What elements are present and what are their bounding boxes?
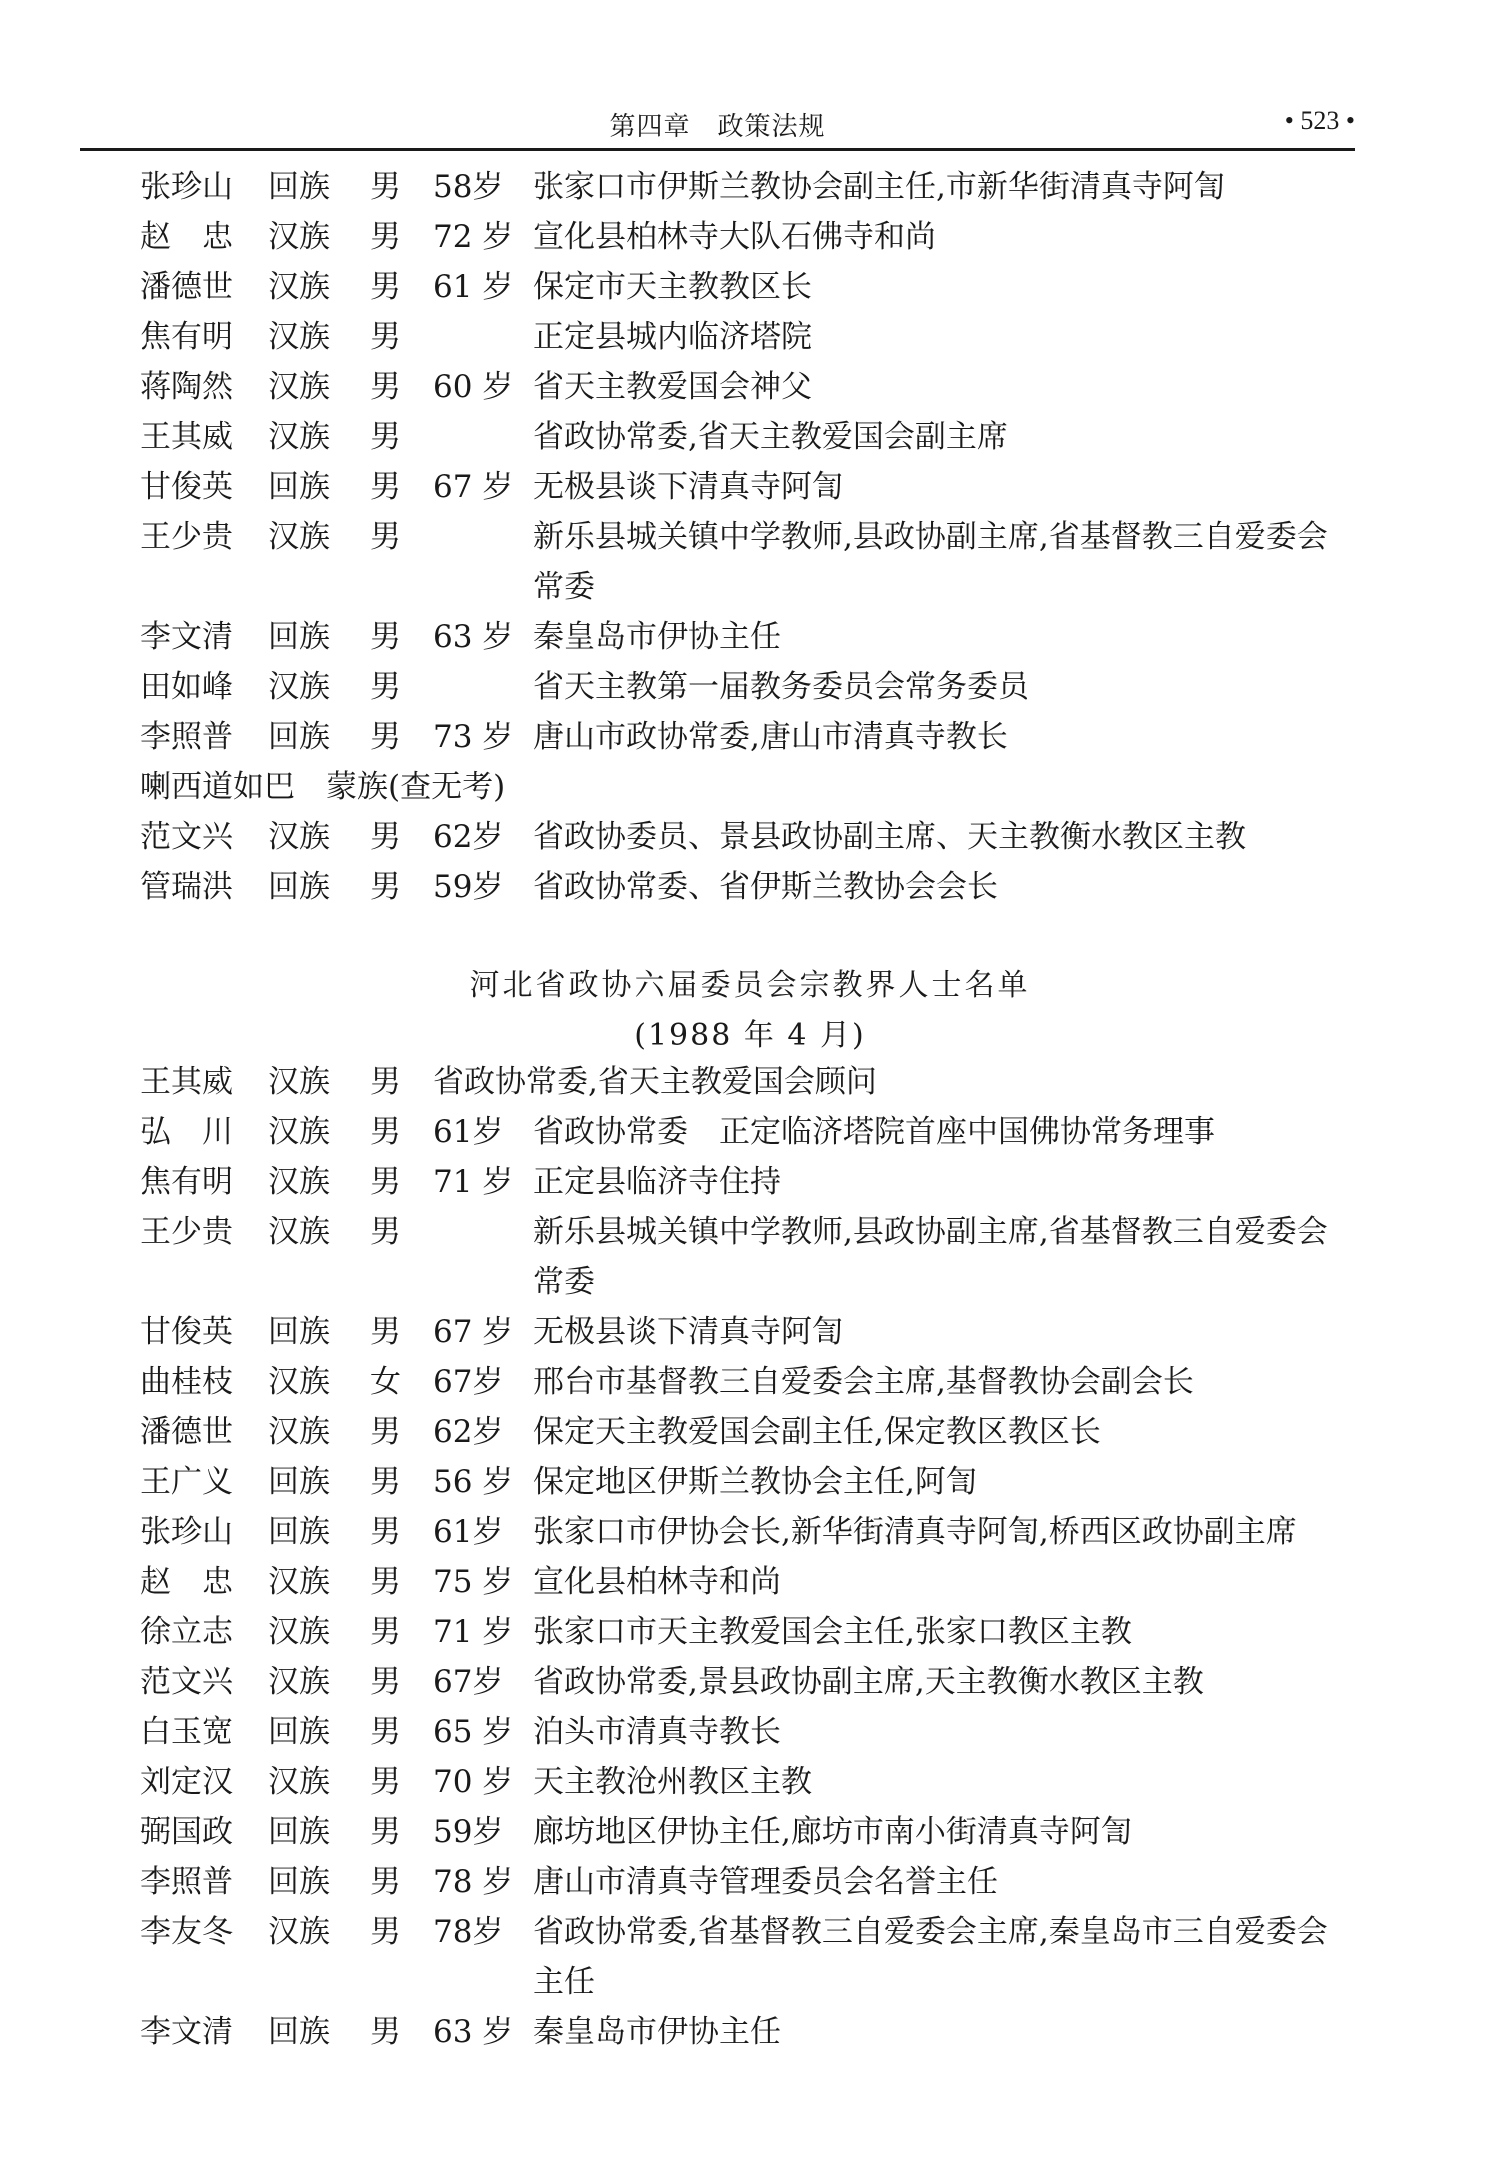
list-item [140, 312, 1420, 362]
person-name: 王少贵 [140, 519, 233, 555]
person-name: 王广义 [140, 1464, 233, 1500]
person-description: 省天主教爱国会神父 [533, 369, 812, 405]
person-ethnicity: 回族 [268, 1714, 330, 1750]
person-description: 省政协委员、景县政协副主席、天主教衡水教区主教 [533, 819, 1246, 855]
person-sex: 男 [370, 1064, 401, 1100]
person-ethnicity: 汉族 [268, 1414, 330, 1450]
person-sex: 男 [370, 1814, 401, 1850]
person-age: 72 岁 [433, 219, 514, 255]
person-name: 管瑞洪 [140, 869, 233, 905]
person-name: 蒋陶然 [140, 369, 233, 405]
member-list-1 [140, 162, 1420, 912]
person-name: 李文清 [140, 619, 233, 655]
person-name: 王其威 [140, 419, 233, 455]
list-item [140, 1207, 1420, 1307]
person-ethnicity: 汉族 [268, 669, 330, 705]
person-sex: 男 [370, 819, 401, 855]
person-description: 省政协常委,省基督教三自爱委会主席,秦皇岛市三自爱委会主任 [533, 1914, 1328, 2000]
list-item [140, 462, 1420, 512]
person-age: 61岁 [433, 1114, 504, 1150]
list-item [140, 1557, 1420, 1607]
person-sex: 男 [370, 519, 401, 555]
person-name: 李照普 [140, 1864, 233, 1900]
person-ethnicity: 汉族 [268, 1064, 330, 1100]
list-item [140, 1657, 1420, 1707]
person-name: 曲桂枝 [140, 1364, 233, 1400]
person-description: 张家口市伊斯兰教协会副主任,市新华街清真寺阿訇 [533, 169, 1225, 205]
list-item [140, 362, 1420, 412]
list-item [140, 412, 1420, 462]
person-sex: 男 [370, 1314, 401, 1350]
person-ethnicity: 汉族 [268, 1914, 330, 1950]
person-description: 省政协常委,景县政协副主席,天主教衡水教区主教 [533, 1664, 1204, 1700]
person-sex: 男 [370, 469, 401, 505]
person-name: 刘定汉 [140, 1764, 233, 1800]
person-ethnicity: 回族 [268, 2014, 330, 2050]
person-name: 潘德世 [140, 1414, 233, 1450]
list-item [140, 1157, 1420, 1207]
header-rule [80, 148, 1355, 151]
person-sex: 男 [370, 1714, 401, 1750]
person-sex: 男 [370, 1564, 401, 1600]
person-age: 71 岁 [433, 1164, 514, 1200]
person-age: 59岁 [433, 1814, 504, 1850]
person-description: 张家口市天主教爱国会主任,张家口教区主教 [533, 1614, 1132, 1650]
person-name: 赵 忠 [140, 219, 233, 255]
person-sex: 男 [370, 669, 401, 705]
person-description: 省政协常委,省天主教爱国会顾问 [433, 1064, 877, 1100]
person-ethnicity: 汉族 [268, 219, 330, 255]
person-sex: 男 [370, 2014, 401, 2050]
person-ethnicity: 回族 [268, 1814, 330, 1850]
person-description: 泊头市清真寺教长 [533, 1714, 781, 1750]
person-name: 王其威 [140, 1064, 233, 1100]
person-name: 赵 忠 [140, 1564, 233, 1600]
person-description: 无极县谈下清真寺阿訇 [533, 1314, 843, 1350]
list-item [140, 1807, 1420, 1857]
list-item [140, 812, 1420, 862]
person-sex: 男 [370, 269, 401, 305]
person-age: 67 岁 [433, 1314, 514, 1350]
person-description: 正定县临济寺住持 [533, 1164, 781, 1200]
person-age: 63 岁 [433, 619, 514, 655]
person-ethnicity: 汉族 [268, 1564, 330, 1600]
person-age: 65 岁 [433, 1714, 514, 1750]
list-item [140, 1507, 1420, 1557]
list-item [140, 1757, 1420, 1807]
person-description: 张家口市伊协会长,新华街清真寺阿訇,桥西区政协副主席 [533, 1514, 1297, 1550]
list-item [140, 512, 1420, 612]
member-list-2 [140, 1057, 1420, 2057]
person-description: 省政协常委 正定临济塔院首座中国佛协常务理事 [533, 1114, 1215, 1150]
person-name: 范文兴 [140, 819, 233, 855]
person-age: 73 岁 [433, 719, 514, 755]
person-name: 李友冬 [140, 1914, 233, 1950]
list-item [140, 1607, 1420, 1657]
person-ethnicity: 汉族 [268, 1614, 330, 1650]
person-description: 正定县城内临济塔院 [533, 319, 812, 355]
person-age: 78岁 [433, 1914, 504, 1950]
person-ethnicity: 汉族 [268, 1214, 330, 1250]
person-description: 宣化县柏林寺和尚 [533, 1564, 781, 1600]
person-ethnicity: 汉族 [268, 269, 330, 305]
person-name: 弘 川 [140, 1114, 233, 1150]
person-sex: 男 [370, 619, 401, 655]
person-ethnicity: 回族 [268, 169, 330, 205]
page-number: • 523 • [1284, 106, 1355, 135]
section-date: (1988 年 4 月) [634, 1018, 866, 1053]
person-name: 焦有明 [140, 1164, 233, 1200]
list-item [140, 162, 1420, 212]
person-age: 67 岁 [433, 469, 514, 505]
special-entry: 喇西道如巴 蒙族(查无考) [140, 769, 506, 805]
person-description: 廊坊地区伊协主任,廊坊市南小街清真寺阿訇 [533, 1814, 1132, 1850]
person-sex: 男 [370, 1914, 401, 1950]
person-sex: 男 [370, 1464, 401, 1500]
person-sex: 男 [370, 169, 401, 205]
person-description: 保定天主教爱国会副主任,保定教区教区长 [533, 1414, 1101, 1450]
list-item [140, 1357, 1420, 1407]
list-item [140, 862, 1420, 912]
person-name: 弼国政 [140, 1814, 233, 1850]
person-age: 63 岁 [433, 2014, 514, 2050]
list-item [140, 612, 1420, 662]
person-ethnicity: 回族 [268, 1314, 330, 1350]
person-sex: 男 [370, 1664, 401, 1700]
person-sex: 男 [370, 1514, 401, 1550]
person-ethnicity: 回族 [268, 469, 330, 505]
list-item [140, 1857, 1420, 1907]
person-name: 范文兴 [140, 1664, 233, 1700]
person-age: 70 岁 [433, 1764, 514, 1800]
person-name: 李文清 [140, 2014, 233, 2050]
person-ethnicity: 回族 [268, 719, 330, 755]
person-description: 无极县谈下清真寺阿訇 [533, 469, 843, 505]
list-item [140, 712, 1420, 762]
person-name: 李照普 [140, 719, 233, 755]
person-sex: 男 [370, 1764, 401, 1800]
person-sex: 男 [370, 1864, 401, 1900]
person-description: 秦皇岛市伊协主任 [533, 619, 781, 655]
person-sex: 男 [370, 1164, 401, 1200]
person-ethnicity: 汉族 [268, 319, 330, 355]
list-item [140, 1707, 1420, 1757]
list-item [140, 1457, 1420, 1507]
person-name: 田如峰 [140, 669, 233, 705]
person-name: 甘俊英 [140, 469, 233, 505]
person-name: 徐立志 [140, 1614, 233, 1650]
person-description: 唐山市清真寺管理委员会名誉主任 [533, 1864, 998, 1900]
list-item-special [140, 762, 1420, 812]
person-ethnicity: 回族 [268, 1464, 330, 1500]
person-sex: 男 [370, 419, 401, 455]
person-age: 67岁 [433, 1364, 504, 1400]
list-item [140, 662, 1420, 712]
person-age: 60 岁 [433, 369, 514, 405]
person-ethnicity: 回族 [268, 1514, 330, 1550]
person-description: 省政协常委,省天主教爱国会副主席 [533, 419, 1008, 455]
person-description: 唐山市政协常委,唐山市清真寺教长 [533, 719, 1008, 755]
person-ethnicity: 汉族 [268, 1664, 330, 1700]
person-ethnicity: 汉族 [268, 1114, 330, 1150]
person-sex: 男 [370, 319, 401, 355]
section-title: 河北省政协六届委员会宗教界人士名单 [469, 968, 1031, 1003]
person-age: 59岁 [433, 869, 504, 905]
person-description: 新乐县城关镇中学教师,县政协副主席,省基督教三自爱委会常委 [533, 519, 1328, 605]
person-sex: 男 [370, 369, 401, 405]
person-age: 78 岁 [433, 1864, 514, 1900]
list-item [140, 1407, 1420, 1457]
list-item [140, 1307, 1420, 1357]
person-sex: 女 [370, 1364, 401, 1400]
person-description: 秦皇岛市伊协主任 [533, 2014, 781, 2050]
list-item [140, 1057, 1420, 1107]
person-age: 75 岁 [433, 1564, 514, 1600]
person-name: 王少贵 [140, 1214, 233, 1250]
person-age: 62岁 [433, 819, 504, 855]
page-header [80, 98, 1355, 148]
person-ethnicity: 回族 [268, 619, 330, 655]
person-description: 保定市天主教教区长 [533, 269, 812, 305]
person-ethnicity: 汉族 [268, 369, 330, 405]
person-description: 保定地区伊斯兰教协会主任,阿訇 [533, 1464, 977, 1500]
list-item [140, 1907, 1420, 2007]
person-sex: 男 [370, 1614, 401, 1650]
person-sex: 男 [370, 219, 401, 255]
list-item [140, 212, 1420, 262]
person-age: 62岁 [433, 1414, 504, 1450]
person-name: 白玉宽 [140, 1714, 233, 1750]
person-name: 潘德世 [140, 269, 233, 305]
person-sex: 男 [370, 1214, 401, 1250]
person-age: 71 岁 [433, 1614, 514, 1650]
person-description: 邢台市基督教三自爱委会主席,基督教协会副会长 [533, 1364, 1194, 1400]
person-ethnicity: 汉族 [268, 1364, 330, 1400]
person-name: 张珍山 [140, 1514, 233, 1550]
chapter-title: 第四章 政策法规 [609, 112, 826, 142]
list-item [140, 2007, 1420, 2057]
person-name: 张珍山 [140, 169, 233, 205]
person-description: 省政协常委、省伊斯兰教协会会长 [533, 869, 998, 905]
person-sex: 男 [370, 869, 401, 905]
person-description: 新乐县城关镇中学教师,县政协副主席,省基督教三自爱委会常委 [533, 1214, 1328, 1300]
person-age: 61岁 [433, 1514, 504, 1550]
list-item [140, 1107, 1420, 1157]
person-age: 58岁 [433, 169, 504, 205]
person-sex: 男 [370, 719, 401, 755]
person-name: 甘俊英 [140, 1314, 233, 1350]
person-ethnicity: 回族 [268, 1864, 330, 1900]
person-sex: 男 [370, 1114, 401, 1150]
person-ethnicity: 汉族 [268, 1764, 330, 1800]
person-age: 61 岁 [433, 269, 514, 305]
person-age: 56 岁 [433, 1464, 514, 1500]
person-description: 天主教沧州教区主教 [533, 1764, 812, 1800]
list-item [140, 262, 1420, 312]
person-name: 焦有明 [140, 319, 233, 355]
person-age: 67岁 [433, 1664, 504, 1700]
person-ethnicity: 汉族 [268, 819, 330, 855]
person-description: 省天主教第一届教务委员会常务委员 [533, 669, 1029, 705]
person-ethnicity: 汉族 [268, 519, 330, 555]
person-sex: 男 [370, 1414, 401, 1450]
person-ethnicity: 汉族 [268, 419, 330, 455]
person-ethnicity: 回族 [268, 869, 330, 905]
person-description: 宣化县柏林寺大队石佛寺和尚 [533, 219, 936, 255]
person-ethnicity: 汉族 [268, 1164, 330, 1200]
